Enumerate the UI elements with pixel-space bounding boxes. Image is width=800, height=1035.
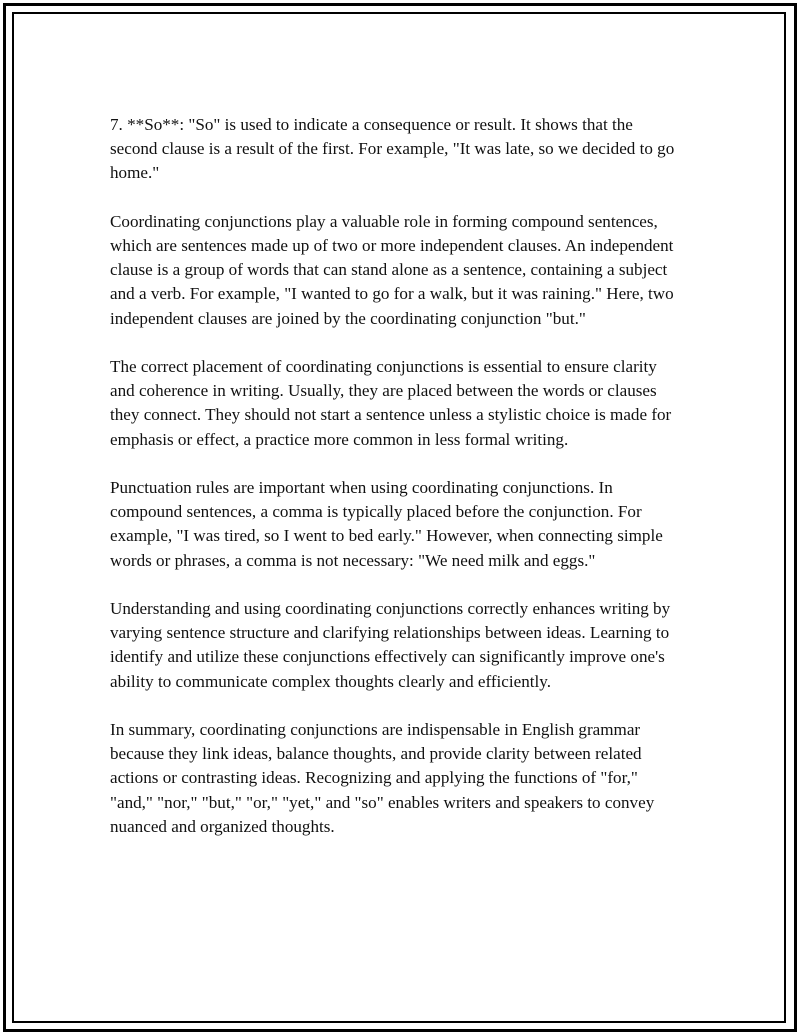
paragraph-placement: The correct placement of coordinating conjunctions is essential to ensure clarity and coherence in writing. Usually, they are placed between the words or clauses they connect. They should not start a sentence unless a stylistic choice is made for emphasis or effect, a practice more common in less formal writing. (110, 357, 672, 449)
paragraph-compound-sentences: Coordinating conjunctions play a valuable role in forming compound sentences, which are sentences made up of two or more independent clauses. An independent clause is a group of words that can stand alone as a sentence, containing a subject and a verb. For example, "I wanted to go for a walk, but it was raining." Here, two independent clauses are joined by the coordinating conjunction "but." (110, 211, 674, 328)
document-body (110, 113, 680, 863)
paragraph-understanding: Understanding and using coordinating conjunctions correctly enhances writing by varying sentence structure and clarifying relationships between ideas. Learning to identify and utilize these conjunctions effectively can significantly improve one's ability to communicate complex thoughts clearly and efficiently. (110, 599, 671, 691)
paragraph-so-definition: 7. **So**: "So" is used to indicate a consequence or result. It shows that the second clause is a result of the first. For example, "It was late, so we decided to go home." (110, 115, 675, 183)
paragraph-punctuation: Punctuation rules are important when using coordinating conjunctions. In compound sentences, a comma is typically placed before the conjunction. For example, "I was tired, so I went to bed early." However, when connecting simple words or phrases, a comma is not necessary: "We need milk and eggs." (110, 478, 663, 570)
paragraph-summary: In summary, coordinating conjunctions are indispensable in English grammar because they link ideas, balance thoughts, and provide clarity between related actions or contrasting ideas. Recognizing and applying the functions of "for," "and," "nor," "but," "or," "yet," and "so" enables writers and speakers to convey nuanced and organized thoughts. (110, 720, 655, 836)
